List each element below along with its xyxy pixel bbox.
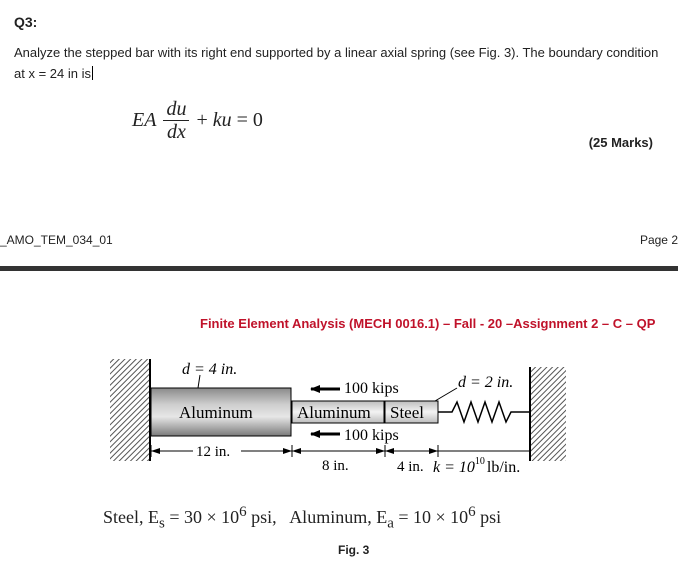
label-aluminum-mid: Aluminum	[297, 403, 371, 422]
equation-denominator: dx	[166, 121, 186, 143]
aluminum-unit: psi	[480, 507, 502, 527]
steel-label: Steel, E	[103, 507, 159, 527]
label-load-bottom: 100 kips	[344, 427, 399, 444]
page-number: Page 2	[639, 233, 678, 247]
label-len-3: 4 in.	[397, 459, 424, 475]
dim-arrow-1b	[283, 448, 292, 454]
marks-label: (25 Marks)	[588, 135, 653, 150]
equation-numerator: du	[163, 98, 189, 121]
stepped-bar-figure	[100, 355, 580, 480]
right-wall	[530, 367, 566, 461]
equation-k: k	[212, 109, 222, 131]
label-len-2: 8 in.	[322, 458, 349, 474]
question-label: Q3:	[14, 14, 38, 30]
steel-value: = 30 × 10	[169, 507, 240, 527]
left-wall	[110, 359, 150, 461]
spring	[438, 402, 530, 422]
equation-fraction	[163, 98, 189, 143]
course-header-title: Finite Element Analysis (MECH 0016.1) – Fall - 20 –Assignment 2 – C – QP	[200, 316, 656, 331]
label-d-left: d = 4 in.	[182, 361, 238, 378]
aluminum-value: = 10 × 10	[398, 507, 469, 527]
label-steel: Steel	[390, 403, 424, 422]
dim-arrow-3b	[429, 448, 438, 454]
label-load-top: 100 kips	[344, 380, 399, 397]
label-aluminum-left: Aluminum	[179, 403, 253, 422]
steel-unit: psi,	[251, 507, 277, 527]
label-len-1: 12 in.	[196, 444, 231, 460]
aluminum-sub: a	[387, 515, 394, 532]
label-d-right: d = 2 in.	[458, 374, 514, 391]
label-spring-unit: lb/in.	[486, 459, 521, 476]
doc-code: _AMO_TEM_034_01	[0, 233, 113, 247]
label-spring	[433, 456, 520, 476]
dim-arrow-3a	[385, 448, 394, 454]
dim-arrow-2a	[292, 448, 301, 454]
label-spring-k: k = 10	[433, 459, 475, 476]
label-spring-exp: 10	[474, 456, 485, 467]
aluminum-label: Aluminum, E	[289, 507, 388, 527]
text-cursor	[92, 66, 93, 80]
equation-u: u	[221, 109, 232, 131]
figure-caption: Fig. 3	[338, 543, 370, 557]
steel-sub: s	[159, 515, 165, 532]
leader-d-right	[435, 388, 457, 401]
equation-ea: EA	[132, 109, 157, 131]
equation-plus: +	[196, 109, 208, 131]
material-properties	[103, 504, 501, 533]
equation-remainder	[196, 109, 262, 132]
question-text[interactable]	[14, 42, 664, 84]
aluminum-exp: 6	[468, 504, 476, 520]
dim-arrow-1a	[151, 448, 160, 454]
page-divider	[0, 266, 678, 271]
dim-arrow-2b	[376, 448, 385, 454]
equation-zero: 0	[252, 109, 263, 131]
steel-exp: 6	[239, 504, 247, 520]
question-text-content: Analyze the stepped bar with its right end supported by a linear axial spring (see Fig. 3). The boundary condition at x = 24 in is	[14, 45, 659, 81]
boundary-condition-equation	[132, 98, 263, 143]
equation-equals: =	[236, 109, 248, 131]
